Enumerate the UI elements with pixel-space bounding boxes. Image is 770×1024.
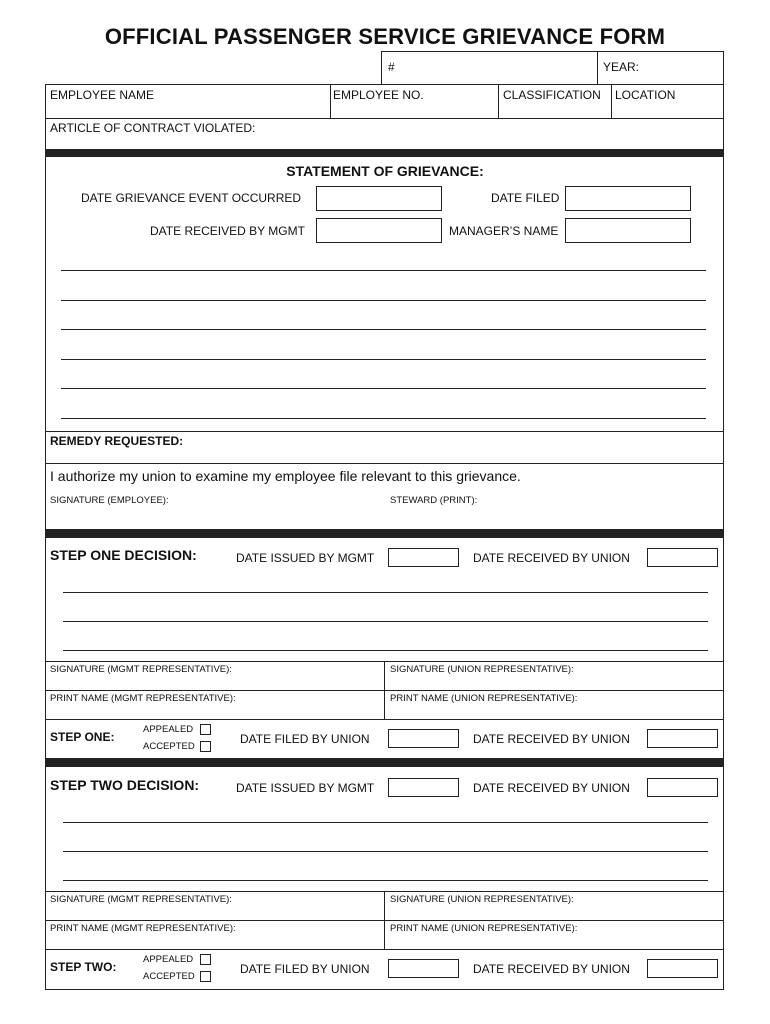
classification-label: CLASSIFICATION — [503, 88, 601, 102]
statement-line[interactable] — [61, 359, 706, 360]
step-two-date-received-label: DATE RECEIVED BY UNION — [473, 781, 630, 795]
date-filed-label: DATE FILED — [491, 191, 560, 205]
divider — [45, 431, 724, 432]
step-one-date-issued-field[interactable] — [388, 548, 459, 567]
step-one-date-received2-label: DATE RECEIVED BY UNION — [473, 732, 630, 746]
section-bar — [45, 149, 724, 157]
statement-line[interactable] — [61, 300, 706, 301]
step-one-appealed-label: APPEALED — [143, 724, 194, 735]
divider — [45, 920, 724, 921]
step-one-label: STEP ONE: — [50, 730, 115, 744]
step-two-sig-union-label: SIGNATURE (UNION REPRESENTATIVE): — [390, 894, 574, 905]
location-label: LOCATION — [615, 88, 676, 102]
step-one-date-received-label: DATE RECEIVED BY UNION — [473, 551, 630, 565]
authorization-text: I authorize my union to examine my employee file relevant to this grievance. — [50, 468, 521, 484]
manager-name-label: MANAGER’S NAME — [449, 224, 559, 238]
divider — [45, 949, 724, 950]
step-two-date-received2-field[interactable] — [647, 959, 718, 978]
step-one-date-received-field[interactable] — [647, 548, 718, 567]
decision-line[interactable] — [63, 851, 708, 852]
statement-line[interactable] — [61, 329, 706, 330]
divider — [45, 463, 724, 464]
step-two-sig-mgmt-label: SIGNATURE (MGMT REPRESENTATIVE): — [50, 894, 232, 905]
step-two-appealed-checkbox[interactable] — [200, 954, 211, 965]
section-bar — [45, 758, 724, 767]
step-two-appealed-label: APPEALED — [143, 954, 194, 965]
article-label: ARTICLE OF CONTRACT VIOLATED: — [50, 121, 256, 135]
statement-line[interactable] — [61, 388, 706, 389]
decision-line[interactable] — [63, 650, 708, 651]
step-one-print-mgmt-label: PRINT NAME (MGMT REPRESENTATIVE): — [50, 693, 236, 704]
divider — [45, 690, 724, 691]
year-label: YEAR: — [603, 60, 640, 74]
steward-print-label: STEWARD (PRINT): — [390, 495, 478, 506]
step-one-sig-mgmt-label: SIGNATURE (MGMT REPRESENTATIVE): — [50, 664, 232, 675]
statement-heading: STATEMENT OF GRIEVANCE: — [286, 163, 484, 179]
decision-line[interactable] — [63, 822, 708, 823]
step-two-date-received2-label: DATE RECEIVED BY UNION — [473, 962, 630, 976]
step-two-print-mgmt-label: PRINT NAME (MGMT REPRESENTATIVE): — [50, 923, 236, 934]
step-two-print-union-label: PRINT NAME (UNION REPRESENTATIVE): — [390, 923, 578, 934]
signature-employee-label: SIGNATURE (EMPLOYEE): — [50, 495, 169, 506]
step-two-label: STEP TWO: — [50, 960, 117, 974]
decision-line[interactable] — [63, 621, 708, 622]
step-two-accepted-checkbox[interactable] — [200, 971, 211, 982]
divider — [330, 84, 331, 118]
step-two-decision-label: STEP TWO DECISION: — [50, 777, 200, 793]
step-one-sig-union-label: SIGNATURE (UNION REPRESENTATIVE): — [390, 664, 574, 675]
number-label: # — [388, 60, 395, 74]
section-bar — [45, 529, 724, 538]
form-title: OFFICIAL PASSENGER SERVICE GRIEVANCE FORM — [104, 24, 666, 49]
number-field[interactable] — [381, 51, 598, 85]
statement-line[interactable] — [61, 418, 706, 419]
step-one-appealed-checkbox[interactable] — [200, 724, 211, 735]
divider — [45, 118, 724, 119]
decision-line[interactable] — [63, 880, 708, 881]
step-one-print-union-label: PRINT NAME (UNION REPRESENTATIVE): — [390, 693, 578, 704]
step-two-accepted-label: ACCEPTED — [143, 971, 195, 982]
step-one-date-filed-field[interactable] — [388, 729, 459, 748]
statement-line[interactable] — [61, 270, 706, 271]
date-event-field[interactable] — [316, 186, 442, 211]
step-two-date-issued-field[interactable] — [388, 778, 459, 797]
step-one-accepted-label: ACCEPTED — [143, 741, 195, 752]
decision-line[interactable] — [63, 592, 708, 593]
remedy-label: REMEDY REQUESTED: — [50, 434, 184, 448]
employee-name-label: EMPLOYEE NAME — [50, 88, 155, 102]
step-one-accepted-checkbox[interactable] — [200, 741, 211, 752]
date-event-label: DATE GRIEVANCE EVENT OCCURRED — [81, 191, 302, 205]
step-one-date-filed-label: DATE FILED BY UNION — [240, 732, 370, 746]
date-received-mgmt-field[interactable] — [316, 218, 442, 243]
divider — [498, 84, 499, 118]
manager-name-field[interactable] — [565, 218, 691, 243]
step-one-decision-label: STEP ONE DECISION: — [50, 547, 197, 563]
step-two-date-filed-field[interactable] — [388, 959, 459, 978]
step-two-date-filed-label: DATE FILED BY UNION — [240, 962, 370, 976]
date-received-mgmt-label: DATE RECEIVED BY MGMT — [150, 224, 305, 238]
date-filed-field[interactable] — [565, 186, 691, 211]
divider — [45, 719, 724, 720]
step-two-date-issued-label: DATE ISSUED BY MGMT — [236, 781, 375, 795]
employee-no-label: EMPLOYEE NO. — [333, 88, 424, 102]
step-one-date-received2-field[interactable] — [647, 729, 718, 748]
divider — [611, 84, 612, 118]
step-two-date-received-field[interactable] — [647, 778, 718, 797]
step-one-date-issued-label: DATE ISSUED BY MGMT — [236, 551, 375, 565]
